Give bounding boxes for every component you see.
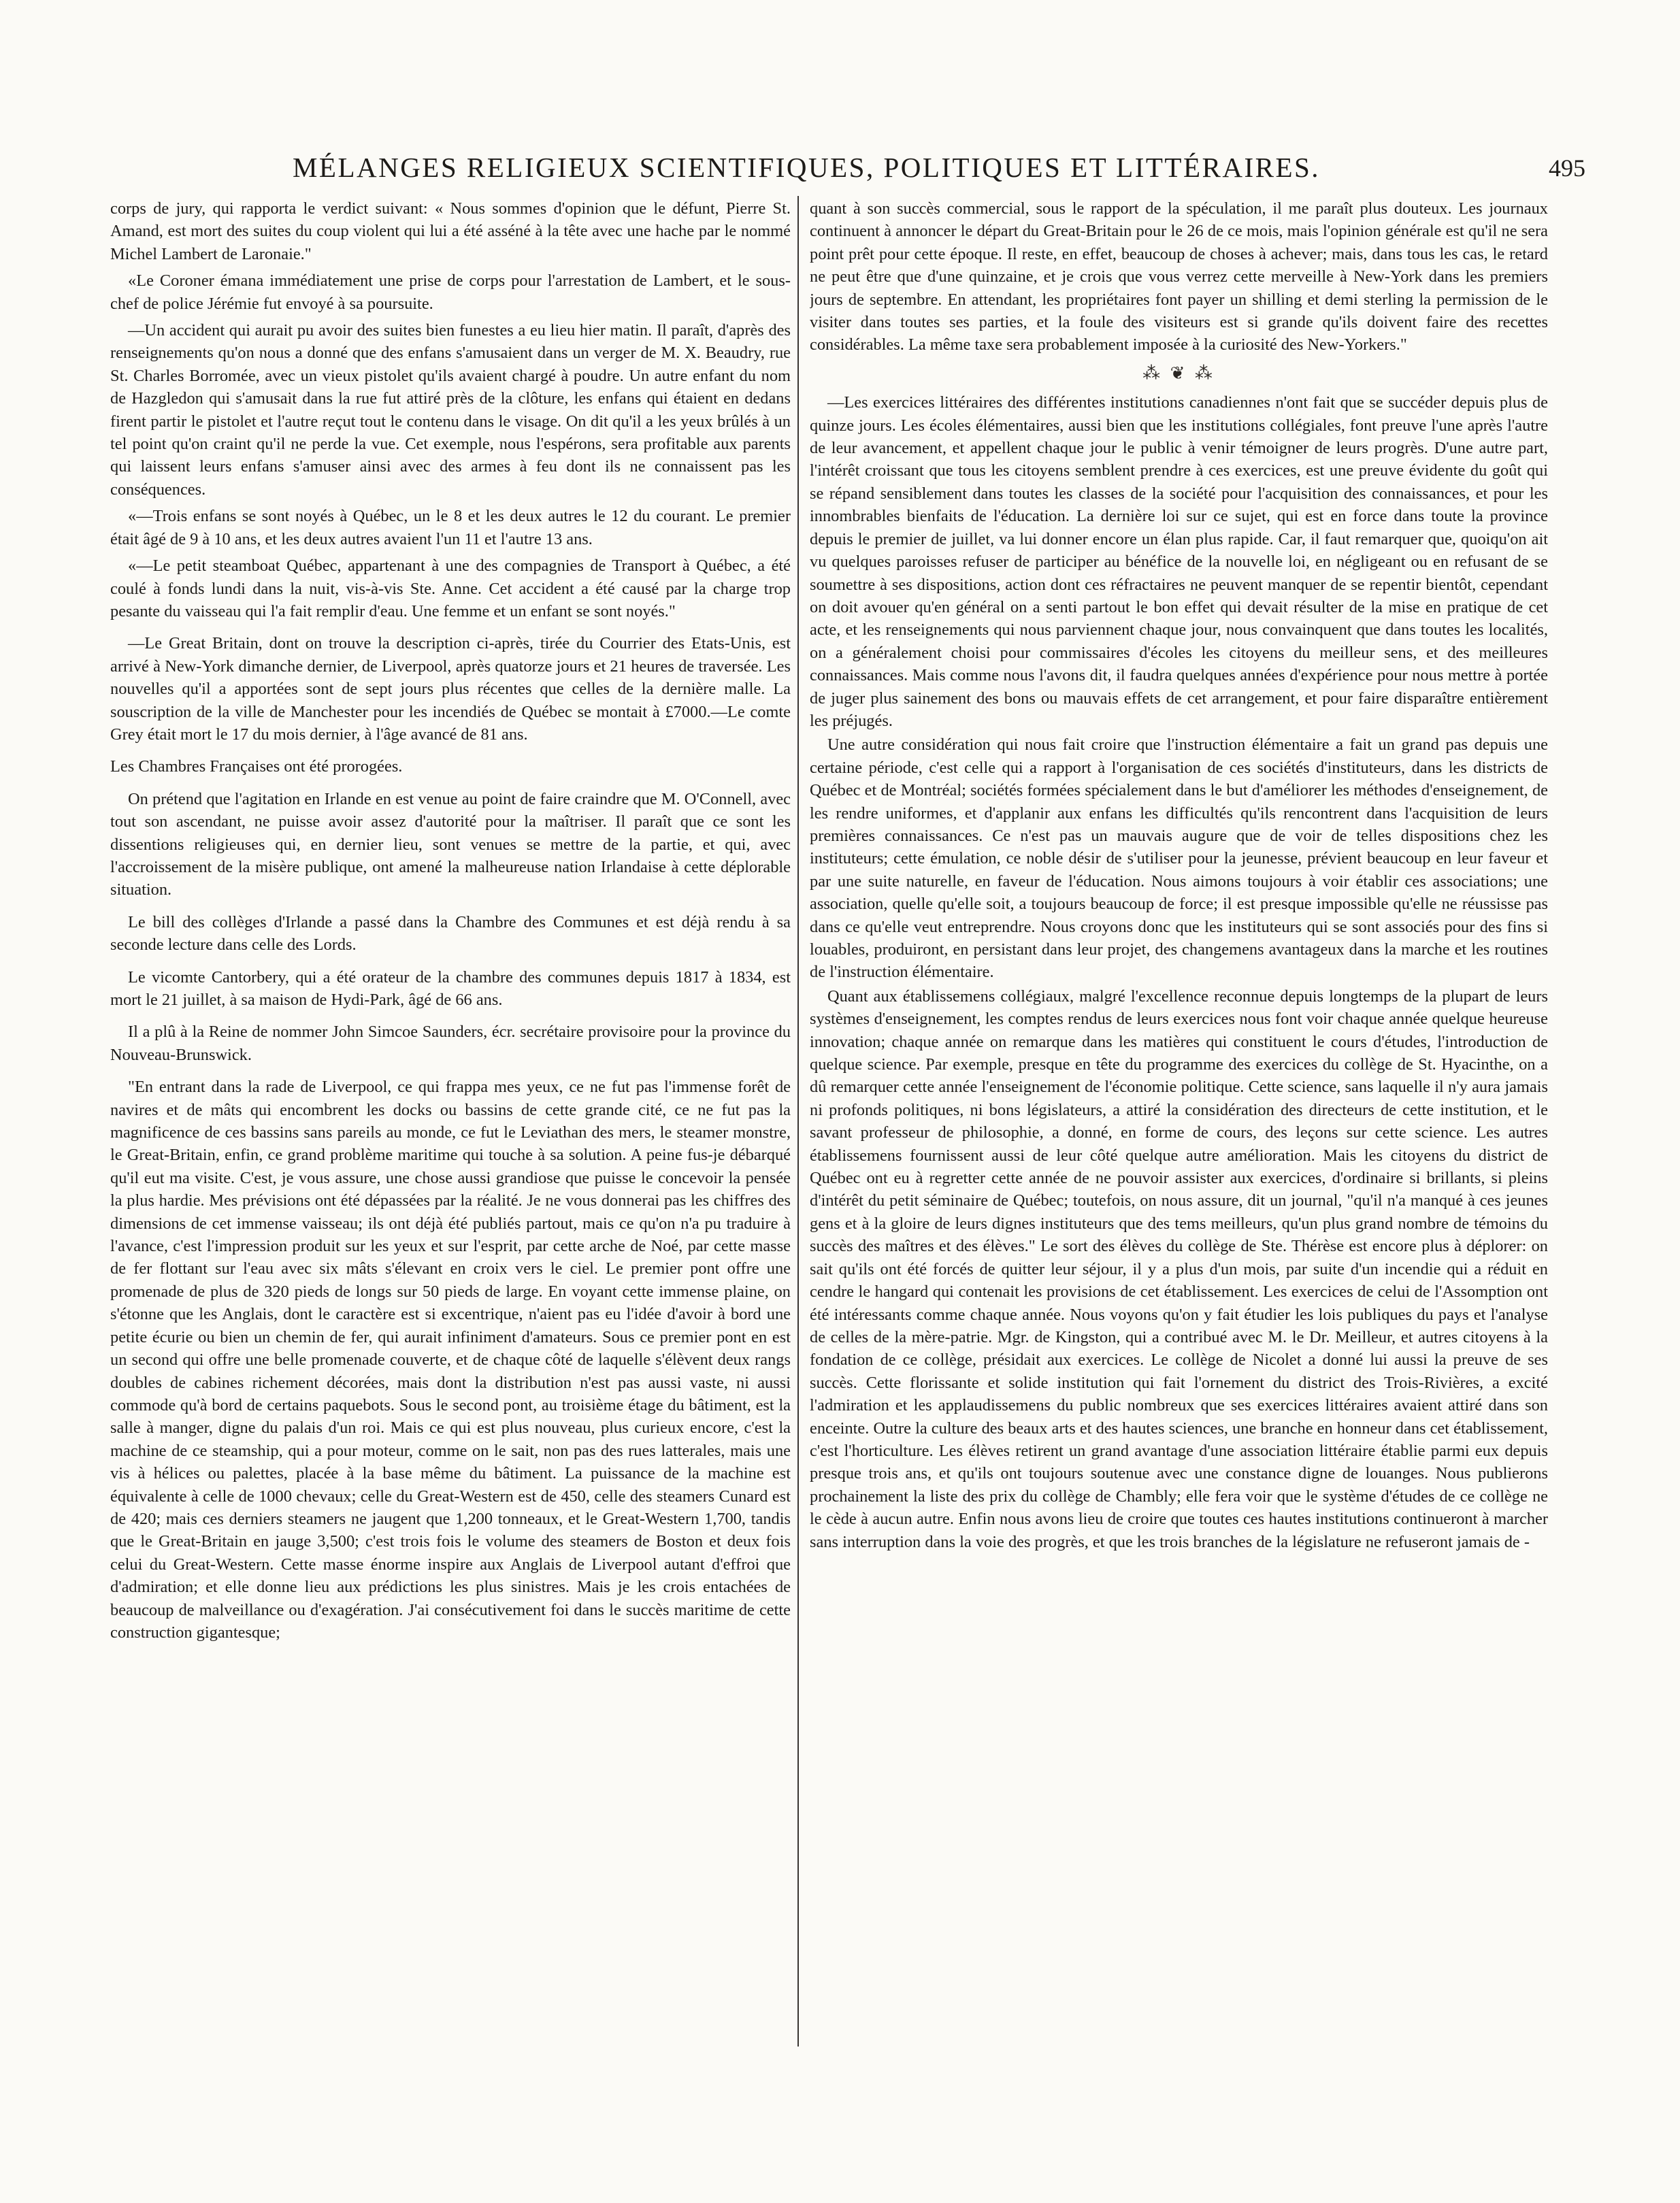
column-divider [797, 196, 799, 2047]
article-paragraph: On prétend que l'agitation en Irlande en est venue au point de faire craindre que M. O'Connell, avec tout son ascendant, ne puisse avoir assez d'autorité pour la maîtriser. Il paraît que ce sont les dissentions religieuses qui, en dernier lieu, sont venues se mettre de la partie, et qui, avec l'accroissement de la misère publique, ont amené la malheureuse nation Irlandaise à cette déplorable situation. [110, 789, 791, 899]
article-paragraph: «—Le petit steamboat Québec, appartenant à une des compagnies de Transport à Québec, a été coulé à fonds lundi dans la nuit, vis-à-vis Ste. Anne. Cet accident a été causé par la charge trop pesante du vaisseau qui l'a fait remplir d'eau. Une femme et un enfant se sont noyés." [110, 557, 791, 620]
article-paragraph: "En entrant dans la rade de Liverpool, ce qui frappa mes yeux, ce ne fut pas l'immense forêt de navires et de mâts qui encombrent les docks ou bassins de cette grande cité, ce ne fut pas la magnificence de ces bassins sans pareils au monde, ce fut le Leviathan des mers, le steamer monstre, le Great-Britain, enfin, ce grand problème maritime qui touche à sa solution. A peine fus-je débarqué qu'il eut ma visite. C'est, je vous assure, une chose aussi grandiose que puisse le concevoir la pensée la plus hardie. Mes prévisions ont été dépassées par la réalité. Je ne vous donnerai pas les chiffres des dimensions de cet immense vaisseau; ils ont déjà été publiés partout, mais ce qu'on n'a pu traduire à l'avance, c'est l'impression produit sur les yeux et sur l'esprit, par cette arche de Noé, par cette masse de fer flottant sur l'eau avec six mâts s'élevant en croix vers le ciel. Le premier pont offre une promenade de plus de 320 pieds de longs sur 50 pieds de large. En voyant cette immense plaine, on s'étonne que les Anglais, dont le caractère est si excentrique, n'aient pas eu l'idée d'avoir à bord une petite écurie ou bien un chemin de fer, qui aurait infiniment d'amateurs. Sous ce premier pont en est un second qui offre une belle promenade couverte, et de chaque côté de laquelle s'élèvent deux rangs doubles de cabines richement décorées, mais dont la distribution n'est pas aussi vaste, ni aussi commode qu'à bord de certains paquebots. Sous le second pont, au troisième étage du bâtiment, est la salle à manger, digne du palais d'un roi. Mais ce qui est plus nouveau, plus curieux encore, c'est la machine de ce steamship, qui a pour moteur, comme on le sait, non pas des rues latterales, mais une vis à hélices ou palettes, placée à la base même du bâtiment. La puissance de la machine est équivalente à celle de 1000 chevaux; celle du Great-Western est de 450, celle des steamers Cunard est de 420; mais ces derniers steamers ne jaugent que 1,200 tonneaux, et le Great-Western 1,700, tandis que le Great-Britain en jauge 3,500; c'est trois fois le volume des steamers de Boston et deux fois celui du Great-Western. Cette masse énorme inspire aux Anglais de Liverpool autant d'effroi que d'admiration; et elle donne lieu aux prédictions les plus sinistres. Mais je les crois entachées de beaucoup de malveillance ou d'exagération. J'ai consécutivement foi dans le succès maritime de cette construction gigantesque; [110, 1078, 791, 1642]
running-title: MÉLANGES RELIGIEUX SCIENTIFIQUES, POLITIQUES ET LITTÉRAIRES. [292, 152, 1321, 183]
article-paragraph: Les Chambres Françaises ont été prorogées. [110, 757, 403, 776]
article-paragraph: Quant aux établissemens collégiaux, malgré l'excellence reconnue depuis longtemps de la plupart de leurs systèmes d'enseignement, les comptes rendus de leurs exercices nous font voir chaque année quelque heureuse innovation; chaque année on remarque dans les matières qui constituent le cours d'études, l'introduction de quelque science. Par exemple, presque en tête du programme des exercices du collège de St. Hyacinthe, on a dû remarquer cette année l'enseignement de l'économie politique. Cette science, sans laquelle il n'y aura jamais ni profonds politiques, ni bons législateurs, a attiré la considération des directeurs de cette institution, et le savant professeur de philosophie, a donné, en forme de cours, des leçons sur cette science. Les autres établissemens fournissent aussi de leur côté quelque autre amélioration. Mais les citoyens du district de Québec ont eu à regretter cette année de ne pouvoir assister aux exercices, d'ordinaire si brillants, si pleins d'intérêt du petit séminaire de Québec; toutefois, on nous assure, dit un journal, "qu'il n'a manqué à ces jeunes gens et à la gloire de leurs dignes instituteurs que des tems meilleurs, qu'un plus grand nombre de témoins du succès des maîtres et des élèves." Le sort des élèves du collège de Ste. Thérèse est encore plus à déplorer: on sait qu'ils ont été forcés de quitter leur séjour, il y a plus d'un mois, par suite d'un incendie qui a réduit en cendre le hangard qui contenait les provisions de cet établissement. Les exercices de celui de l'Assomption ont été intéressants comme chaque année. Nous voyons qu'on y fait étudier les lois publiques du pays et l'analyse de celles de la mère-patrie. Mgr. de Kingston, qui a contribué avec M. le Dr. Meilleur, et autres citoyens à la fondation de ce collège, présidait aux exercices. Le collège de Nicolet a donné lui aussi la preuve de ses succès. Cette florissante et solide institution qui fait l'ornement du district des Trois-Rivières, a excité l'admiration et les applaudissemens du public nombreux que ses exercices littéraires avaient attiré dans son enceinte. Outre la culture des beaux arts et des hautes sciences, une branche en honneur dans cet établissement, c'est l'horticulture. Les élèves retirent un grand avantage d'une association littéraire établie parmi eux depuis presque trois ans, et qu'ils ont toujours soutenue avec une constance digne de louanges. Nous publierons prochainement la liste des prix du collège de Chambly; elle fera voir que le système d'études de ce collège ne le cède à aucun autre. Enfin nous avons lieu de croire que toutes ces hautes institutions continueront à marcher sans interruption dans la voie des progrès, et que les trois branches de la législature ne refuseront jamais de - [810, 987, 1548, 1551]
ornament-divider: ⁂ ❦ ⁂ [1142, 363, 1215, 383]
article-paragraph: —Les exercices littéraires des différentes institutions canadiennes n'ont fait que se succéder depuis plus de quinze jours. Les écoles élémentaires, aussi bien que les institutions collégiales, font preuve l'une après l'autre de leur avancement, et appellent chaque jour le public à venir témoigner de leurs progrès. D'une autre part, l'intérêt croissant que tous les citoyens semblent prendre à ces exercices, est une preuve évidente du goût qui se répand sensiblement dans toutes les classes de la société pour l'acquisition des connaissances, et pour les innombrables bienfaits de l'éducation. La dernière loi sur ce sujet, qui est en force dans toute la province depuis le premier de juillet, va lui donner encore un élan plus rapide. Car, il faut remarquer que, quoiqu'on ait vu quelques paroisses refuser de participer au bénéfice de la nouvelle loi, en négligeant ou en refusant de se soumettre à ses dispositions, action dont ces réfractaires ne peuvent manquer de se repentir bientôt, cependant on doit avouer qu'en général on a senti partout le bon effet qui devait résulter de la mise en pratique de cet acte, et les renseignements qui nous parviennent chaque jour, nous convainquent que dans toutes les localités, on a généralement choisi pour commissaires d'écoles les citoyens du meilleur sens, et des meilleures connaissances. Mais comme nous l'avons dit, il faudra quelques années d'expérience pour nous mettre à portée de juger plus sainement des bons ou mauvais effets de cet arrangement, et pour faire disparaître entièrement les préjugés. [810, 393, 1548, 730]
article-paragraph: Une autre considération qui nous fait croire que l'instruction élémentaire a fait un grand pas depuis une certaine période, c'est celle qui a rapport à l'organisation de ces sociétés d'instituteurs, dans les districts de Québec et de Montréal; sociétés formées spécialement dans le but d'améliorer les méthodes d'enseignement, de les rendre uniformes, et d'applanir aux enfans les difficultés qu'ils rencontrent dans l'acquisition de leurs premières connaissances. Ce n'est pas un mauvais augure que de voir de telles dispositions chez les instituteurs; cette émulation, ce noble désir de s'utiliser pour la jeunesse, prévient beaucoup en leur faveur et par une suite naturelle, en faveur de l'éducation. Nous aimons toujours à voir établir ces associations; une association, quelle qu'elle soit, a toujours beaucoup de force; il est presque impossible qu'elle ne réussisse pas dans ce qu'elle veut entreprendre. Nous croyons donc que les instituteurs qui se sont associés pour des fins si louables, produiront, en persistant dans leur projet, des changemens avantageux dans la marche et les routines de l'instruction élémentaire. [810, 735, 1548, 982]
article-paragraph: quant à son succès commercial, sous le rapport de la spéculation, il me paraît plus douteux. Les journaux continuent à annoncer le départ du Great-Britain pour le 26 de ce mois, mais l'opinion générale est qu'il ne sera point prêt pour cette époque. Il reste, en effet, beaucoup de choses à achever; mais, dans tous les cas, le retard ne peut être que d'une quinzaine, et je crois que vous verrez cette merveille à New-York dans les premiers jours de septembre. En attendant, les propriétaires font payer un shilling et demi sterling la permission de le visiter dans toutes ses parties, et la foule des visiteurs est si grande qu'ils doivent faire des recettes considérables. La même taxe sera probablement imposée à la curiosité des New-Yorkers." [810, 199, 1548, 354]
article-paragraph: —Un accident qui aurait pu avoir des suites bien funestes a eu lieu hier matin. Il paraît, d'après des renseignements qu'on nous a donné que des enfans s'amusaient dans un verger de M. X. Beaudry, rue St. Charles Borromée, avec un vieux pistolet qu'ils avaient chargé à poudre. Un autre enfant du nom de Hazgledon qui s'amusait dans la rue fut attiré près de la clôture, les enfans qui étaient en dedans firent partir le pistolet et l'autre reçut tout le contenu dans le visage. On dit qu'il a les yeux brûlés à un tel point qu'on craint qu'il ne perde la vue. Cet exemple, nous l'espérons, sera profitable aux parents qui laissent leurs enfans s'amuser ainsi avec des armes à feu dont ils ne connaissent pas les conséquences. [110, 321, 791, 499]
article-paragraph: Le bill des collèges d'Irlande a passé dans la Chambre des Communes et est déjà rendu à sa seconde lecture dans celle des Lords. [110, 912, 791, 955]
article-paragraph: corps de jury, qui rapporta le verdict suivant: « Nous sommes d'opinion que le défunt, Pierre St. Amand, est mort des suites du coup violent qui lui a été asséné à la tête avec une hache par le nommé Michel Lambert de Laronaie." [110, 199, 791, 263]
right-column [810, 197, 1548, 2121]
article-paragraph: «Le Coroner émana immédiatement une prise de corps pour l'arrestation de Lambert, et le sous-chef de police Jérémie fut envoyé à sa poursuite. [110, 271, 791, 313]
article-paragraph: «—Trois enfans se sont noyés à Québec, un le 8 et les deux autres le 12 du courant. Le premier était âgé de 9 à 10 ans, et les deux autres avaient l'un 11 et l'autre 13 ans. [110, 507, 791, 548]
left-column [110, 197, 791, 2121]
page-header [109, 151, 1585, 192]
page-number: 495 [1549, 154, 1585, 182]
article-paragraph: Il a plû à la Reine de nommer John Simcoe Saunders, écr. secrétaire provisoire pour la province du Nouveau-Brunswick. [110, 1023, 791, 1064]
article-paragraph: —Le Great Britain, dont on trouve la description ci-après, tirée du Courrier des Etats-Unis, est arrivé à New-York dimanche dernier, de Liverpool, après quatorze jours et 21 heures de traversée. Les nouvelles qu'il a apportées sont de sept jours plus récentes que celles de la dernière malle. La souscription de la ville de Manchester pour les incendiés de Québec se montait à £7000.—Le comte Grey était mort le 17 du mois dernier, à l'âge avancé de 81 ans. [110, 634, 791, 744]
article-paragraph: Le vicomte Cantorbery, qui a été orateur de la chambre des communes depuis 1817 à 1834, est mort le 21 juillet, à sa maison de Hydi-Park, âgé de 66 ans. [110, 967, 791, 1009]
